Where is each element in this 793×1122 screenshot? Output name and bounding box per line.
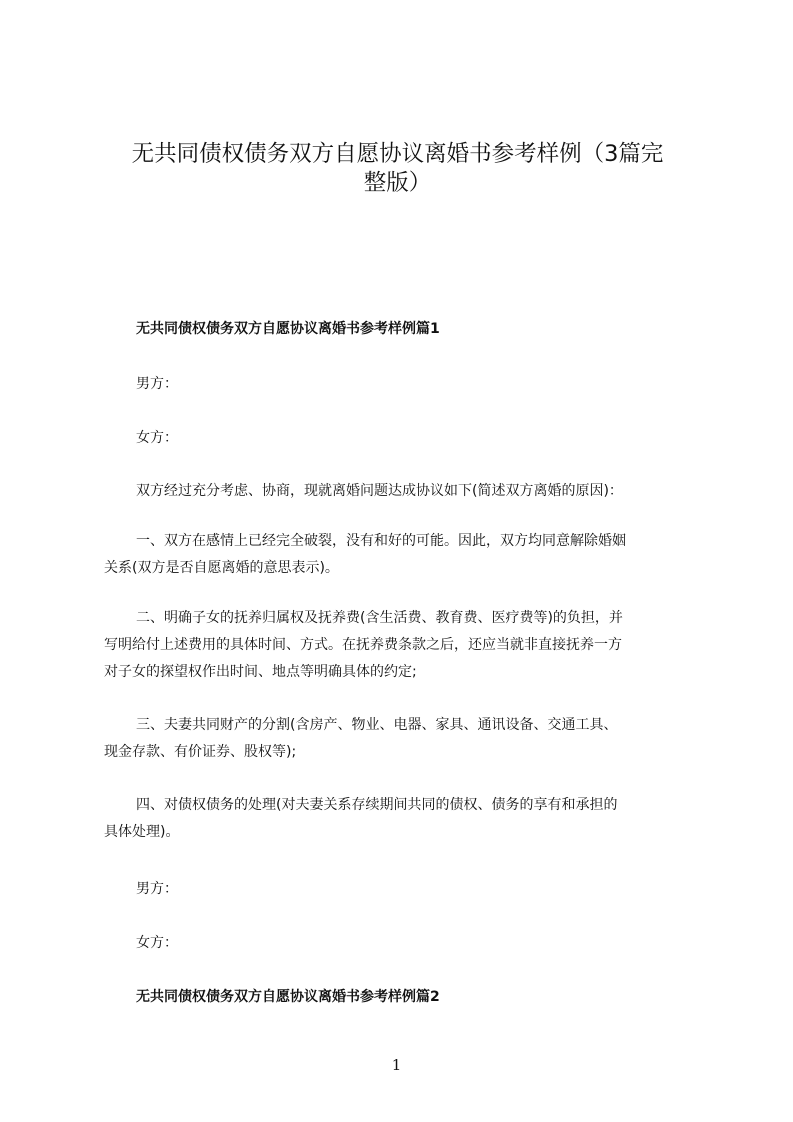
- clause-1-line-2: 关系(双方是否自愿离婚的意思表示)。: [104, 560, 339, 576]
- document-title-line-2: 整版）: [363, 170, 432, 196]
- section-2-heading: 无共同债权债务双方自愿协议离婚书参考样例篇2: [136, 989, 440, 1005]
- clause-4-line-1: 四、对债权债务的处理(对夫妻关系存续期间共同的债权、债务的享有和承担的: [136, 797, 618, 813]
- clause-2-line-2: 写明给付上述费用的具体时间、方式。在抚养费条款之后，还应当就非直接抚养一方: [104, 637, 622, 653]
- clause-3-paragraph: [104, 712, 704, 766]
- section-1-heading: 无共同债权债务双方自愿协议离婚书参考样例篇1: [136, 321, 440, 337]
- clause-3-line-2: 现金存款、有价证券、股权等);: [104, 744, 297, 760]
- clause-1-paragraph: [104, 528, 704, 582]
- clause-4-paragraph: [104, 792, 704, 846]
- document-title: [100, 140, 695, 198]
- clause-2-line-1: 二、明确子女的抚养归属权及抚养费(含生活费、教育费、医疗费等)的负担，并: [136, 610, 623, 626]
- husband-label: 男方：: [136, 376, 178, 392]
- clause-4-line-2: 具体处理)。: [104, 824, 180, 840]
- wife-label: 女方：: [136, 430, 178, 446]
- clause-2-line-3: 对子女的探望权作出时间、地点等明确具体的约定;: [104, 664, 417, 680]
- wife-label-2: 女方：: [136, 935, 178, 951]
- clause-3-line-1: 三、夫妻共同财产的分割(含房产、物业、电器、家具、通讯设备、交通工具、: [136, 717, 618, 733]
- clause-1-line-1: 一、双方在感情上已经完全破裂，没有和好的可能。因此，双方均同意解除婚姻: [136, 533, 626, 549]
- intro-paragraph: 双方经过充分考虑、协商，现就离婚问题达成协议如下(简述双方离婚的原因)：: [136, 483, 623, 499]
- page-number: 1: [391, 1056, 402, 1074]
- husband-label-2: 男方：: [136, 881, 178, 897]
- clause-2-paragraph: [104, 605, 704, 686]
- document-title-line-1: 无共同债权债务双方自愿协议离婚书参考样例（3篇完: [131, 141, 664, 167]
